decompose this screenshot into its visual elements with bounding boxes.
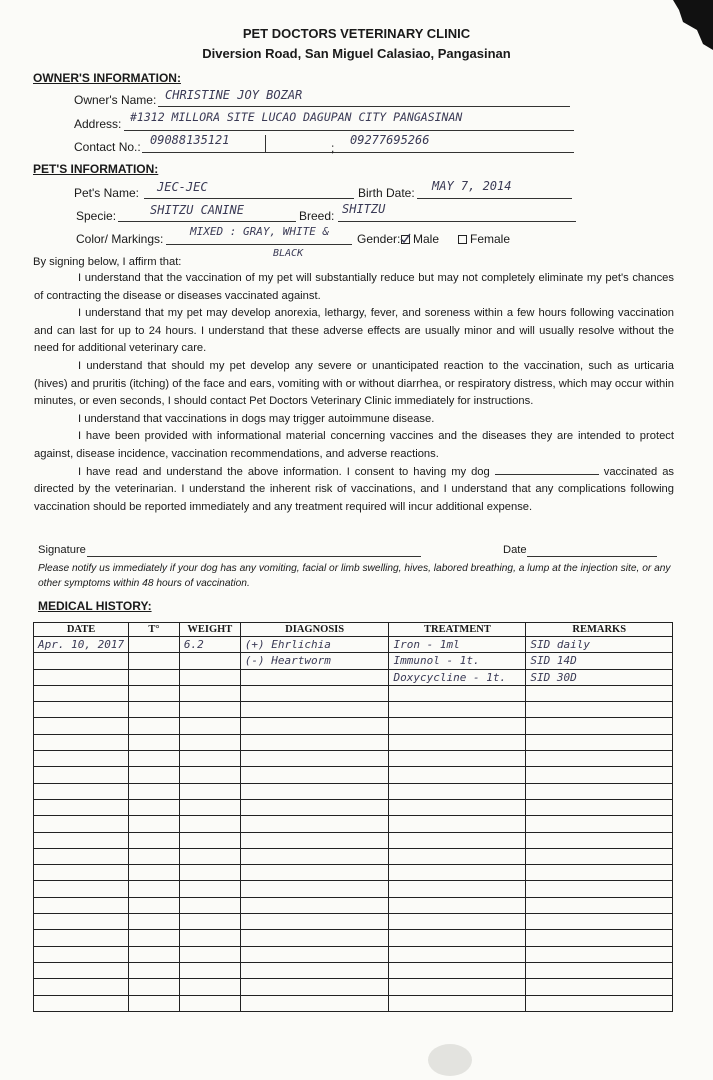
table-cell[interactable] [34,914,129,930]
specie-label: Specie: [76,209,117,223]
table-cell[interactable] [240,734,389,750]
specie-line [118,221,296,222]
table-row [34,946,673,962]
table-cell[interactable] [34,718,129,734]
table-cell[interactable] [129,734,180,750]
table-cell[interactable] [526,702,673,718]
table-cell[interactable] [34,669,129,685]
table-cell[interactable] [526,816,673,832]
table-cell[interactable] [240,962,389,978]
table-cell[interactable] [240,783,389,799]
consent-text [34,270,674,516]
table-cell[interactable] [240,865,389,881]
contact-line [142,152,574,153]
table-cell[interactable] [179,881,240,897]
table-cell[interactable] [129,653,180,669]
breed-value[interactable]: SHITZU [342,202,386,216]
table-cell[interactable] [526,783,673,799]
table-cell[interactable] [34,734,129,750]
table-cell[interactable] [526,799,673,815]
table-cell[interactable] [526,995,673,1011]
table-row [34,637,673,653]
pet-name-value[interactable]: JEC-JEC [157,180,208,194]
table-cell[interactable] [179,653,240,669]
contact-separator: ; [331,141,335,155]
table-cell[interactable] [179,995,240,1011]
table-row [34,897,673,913]
female-label: Female [470,232,511,246]
consent-p3: I understand that should my pet develop any severe or unanticipated reaction to the vaccination, such as urticaria (hives) and pruritis (itching) of the face and ears, vomiting with or without diarrhea, or respiratory distress, which may occur within minutes, or even seconds, I should contact Pet Doctors Veterinary Clinic immediately for instructions. [34,359,674,408]
table-cell[interactable] [240,685,389,701]
table-cell[interactable] [129,702,180,718]
table-cell[interactable] [526,865,673,881]
address-line [124,130,574,131]
table-row [34,995,673,1011]
table-cell[interactable] [240,848,389,864]
table-cell[interactable] [240,669,389,685]
table-cell[interactable] [34,930,129,946]
table-cell[interactable] [240,767,389,783]
table-cell[interactable] [129,685,180,701]
date-label: Date [503,544,527,556]
pet-name-label: Pet's Name: [74,186,139,200]
table-cell[interactable] [179,702,240,718]
table-cell[interactable] [526,751,673,767]
table-cell[interactable] [389,897,526,913]
table-row [34,881,673,897]
breed-line [338,221,576,222]
female-checkbox[interactable] [458,235,467,244]
table-cell[interactable] [389,930,526,946]
table-cell[interactable] [34,848,129,864]
table-cell[interactable] [389,832,526,848]
pet-name-line [144,198,354,199]
birth-date-value[interactable]: MAY 7, 2014 [432,179,512,193]
medical-history-table [33,622,673,1012]
table-cell[interactable] [240,832,389,848]
color-line [166,244,352,245]
table-cell[interactable] [389,881,526,897]
table-cell[interactable] [526,767,673,783]
consent-p4: I understand that vaccinations in dogs may trigger autoimmune disease. [78,412,435,425]
breed-label: Breed: [299,209,335,223]
gender-female-option[interactable] [458,232,510,246]
table-cell[interactable] [34,995,129,1011]
table-cell[interactable] [526,718,673,734]
table-cell[interactable] [179,914,240,930]
paper-smudge [420,1030,480,1080]
table-row [34,751,673,767]
table-cell[interactable] [129,848,180,864]
table-cell[interactable] [129,897,180,913]
specie-value[interactable]: SHITZU CANINE [150,203,244,217]
table-cell[interactable] [129,816,180,832]
table-cell[interactable] [34,962,129,978]
table-cell[interactable] [179,799,240,815]
table-cell[interactable] [240,897,389,913]
table-cell[interactable] [240,718,389,734]
table-cell[interactable]: SID 14D [526,653,673,669]
column-header: T° [129,623,180,637]
table-cell[interactable] [129,962,180,978]
table-cell[interactable] [179,816,240,832]
table-cell[interactable] [179,946,240,962]
notify-note: Please notify us immediately if your dog has any vomiting, facial or limb swelling, hives, labored breathing, a lump at the injection site, or any other symptoms within 48 hours of vaccination. [38,563,671,589]
contact-value-2[interactable]: 09277695266 [350,133,430,147]
table-row [34,767,673,783]
birth-date-line [417,198,572,199]
table-cell[interactable] [240,702,389,718]
table-cell[interactable] [129,799,180,815]
table-cell[interactable] [389,783,526,799]
consent-intro: By signing below, I affirm that: [33,256,182,268]
table-row [34,914,673,930]
table-cell[interactable] [129,979,180,995]
table-cell[interactable] [34,816,129,832]
column-header: DIAGNOSIS [240,623,389,637]
table-header-row [34,623,673,637]
column-header: DATE [34,623,129,637]
owner-name-line [158,106,570,107]
table-row [34,799,673,815]
table-row [34,702,673,718]
color-value[interactable]: MIXED : GRAY, WHITE & [190,225,330,238]
table-cell[interactable] [526,734,673,750]
table-cell[interactable] [526,930,673,946]
table-cell[interactable] [526,962,673,978]
table-cell[interactable] [179,685,240,701]
table-cell[interactable] [389,685,526,701]
table-cell[interactable] [34,767,129,783]
table-cell[interactable] [129,881,180,897]
table-cell[interactable] [129,914,180,930]
table-row [34,979,673,995]
table-cell[interactable] [389,848,526,864]
table-cell[interactable] [389,799,526,815]
table-cell[interactable] [526,946,673,962]
table-row [34,669,673,685]
table-cell[interactable] [34,653,129,669]
table-cell[interactable] [389,962,526,978]
owner-heading: OWNER'S INFORMATION: [33,71,181,85]
clinic-name: PET DOCTORS VETERINARY CLINIC [242,26,471,41]
consent-p6b: vaccinated as directed by the veterinarian. I understand the inherent risk of vaccinations, and I understand that any complications following vaccination should be reported immediately and any treatment required will incur additional expense. [34,465,675,513]
table-cell[interactable] [179,783,240,799]
table-cell[interactable] [179,930,240,946]
table-cell[interactable] [389,946,526,962]
table-cell[interactable] [240,979,389,995]
table-cell[interactable] [526,848,673,864]
table-cell[interactable]: 6.2 [179,637,240,653]
address-label: Address: [74,117,122,131]
table-cell[interactable] [389,702,526,718]
table-cell[interactable] [179,832,240,848]
color-value-2[interactable]: BLACK [273,248,304,259]
table-cell[interactable]: Apr. 10, 2017 [34,637,129,653]
table-row [34,685,673,701]
table-cell[interactable] [526,685,673,701]
table-cell[interactable] [526,914,673,930]
table-cell[interactable] [34,799,129,815]
table-cell[interactable] [179,751,240,767]
owner-name-value[interactable]: CHRISTINE JOY BOZAR [165,88,303,102]
table-row [34,783,673,799]
table-cell[interactable] [34,751,129,767]
table-cell[interactable] [34,702,129,718]
table-cell[interactable] [129,865,180,881]
table-cell[interactable] [389,865,526,881]
table-cell[interactable]: Immunol - 1t. [389,653,526,669]
table-cell[interactable] [389,718,526,734]
consent-p1: I understand that the vaccination of my pet will substantially reduce but may not completely eliminate my pet's chances of contracting the disease or diseases vaccinated against. [34,272,674,302]
table-cell[interactable] [34,865,129,881]
owner-name-label: Owner's Name: [74,93,157,107]
table-cell[interactable] [129,995,180,1011]
table-cell[interactable]: (-) Heartworm [240,653,389,669]
table-cell[interactable] [129,637,180,653]
table-cell[interactable] [526,881,673,897]
table-cell[interactable] [179,962,240,978]
table-row [34,718,673,734]
table-cell[interactable] [34,783,129,799]
table-cell[interactable] [129,751,180,767]
medical-history-heading: MEDICAL HISTORY: [38,599,152,613]
table-cell[interactable] [389,816,526,832]
table-cell[interactable] [129,832,180,848]
table-cell[interactable] [240,995,389,1011]
table-cell[interactable]: (+) Ehrlichia [240,637,389,653]
table-row [34,930,673,946]
table-cell[interactable]: Doxycycline - 1t. [389,669,526,685]
table-cell[interactable] [129,946,180,962]
table-cell[interactable] [526,897,673,913]
table-cell[interactable]: SID 30D [526,669,673,685]
table-cell[interactable] [240,914,389,930]
birth-date-label: Birth Date: [358,186,415,200]
table-cell[interactable] [389,751,526,767]
signature-line[interactable] [87,556,421,557]
table-cell[interactable] [34,685,129,701]
table-row [34,848,673,864]
contact-divider [265,135,266,152]
date-line[interactable] [527,556,657,557]
consent-p6a: I have read and understand the above information. I consent to having my dog [78,465,490,478]
table-cell[interactable] [179,767,240,783]
table-cell[interactable] [389,995,526,1011]
table-cell[interactable] [179,734,240,750]
male-checkbox[interactable] [401,235,410,244]
color-label: Color/ Markings: [76,232,164,246]
table-cell[interactable] [526,832,673,848]
table-cell[interactable] [240,751,389,767]
table-cell[interactable] [179,669,240,685]
dog-name-blank[interactable] [495,474,599,475]
table-cell[interactable] [240,816,389,832]
table-cell[interactable] [240,930,389,946]
table-row [34,816,673,832]
table-row [34,653,673,669]
table-cell[interactable] [389,979,526,995]
table-cell[interactable] [34,946,129,962]
table-cell[interactable]: Iron - 1ml [389,637,526,653]
column-header: WEIGHT [179,623,240,637]
table-cell[interactable] [389,734,526,750]
table-cell[interactable] [34,881,129,897]
table-row [34,734,673,750]
address-value[interactable]: #1312 MILLORA SITE LUCAO DAGUPAN CITY PANGASINAN [130,110,463,124]
column-header: TREATMENT [389,623,526,637]
table-cell[interactable] [526,979,673,995]
table-cell[interactable] [34,979,129,995]
table-cell[interactable] [129,783,180,799]
table-row [34,832,673,848]
table-cell[interactable] [129,767,180,783]
contact-label: Contact No.: [74,140,141,154]
table-cell[interactable] [129,930,180,946]
signature-label: Signature [38,544,86,556]
table-cell[interactable] [240,799,389,815]
consent-p2: I understand that my pet may develop anorexia, lethargy, fever, and soreness within a few hours following vaccination and can last for up to 24 hours. I understand that these adverse effects are usually minor and will usually resolve without the need for additional veterinary care. [34,307,674,355]
table-cell[interactable] [179,848,240,864]
check-mark-icon [400,233,411,244]
table-row [34,962,673,978]
table-cell[interactable] [389,767,526,783]
column-header: REMARKS [526,623,673,637]
table-cell[interactable] [34,897,129,913]
table-cell[interactable] [389,914,526,930]
table-cell[interactable] [179,979,240,995]
table-cell[interactable] [179,718,240,734]
table-cell[interactable] [129,669,180,685]
table-cell[interactable]: SID daily [526,637,673,653]
pet-heading: PET'S INFORMATION: [33,162,159,176]
consent-p6 [34,464,674,517]
table-row [34,865,673,881]
table-cell[interactable] [129,718,180,734]
clinic-address: Diversion Road, San Miguel Calasiao, Pangasinan [202,46,511,61]
table-cell[interactable] [240,946,389,962]
table-cell[interactable] [34,832,129,848]
table-cell[interactable] [240,881,389,897]
table-cell[interactable] [179,897,240,913]
consent-p5: I have been provided with informational material concerning vaccines and the diseases they are intended to protect against, disease incidence, vaccination recommendations, and adverse reactions. [34,430,674,460]
gender-label: Gender: [357,232,401,246]
gender-male-option[interactable] [401,232,439,246]
male-label: Male [413,232,440,246]
table-cell[interactable] [179,865,240,881]
contact-value-1[interactable]: 09088135121 [150,133,230,147]
